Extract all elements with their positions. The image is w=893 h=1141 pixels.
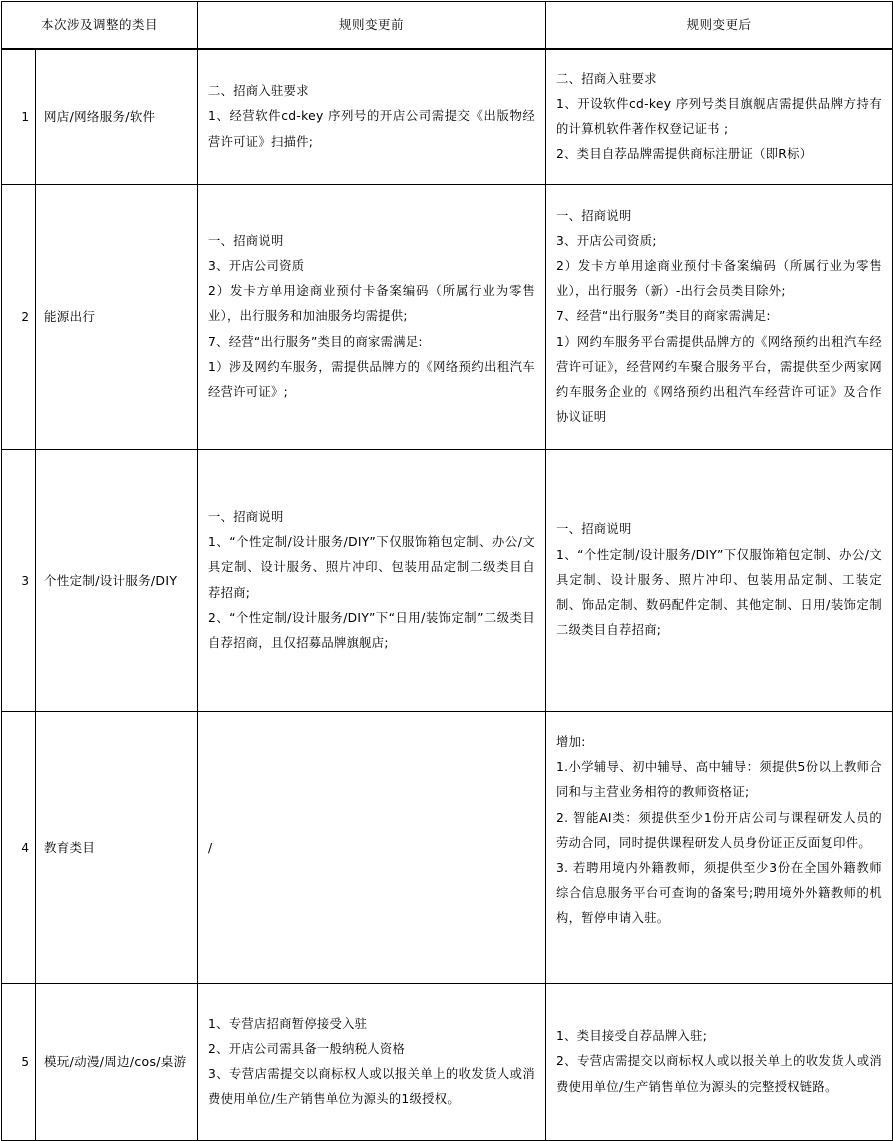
- rule-line: 1）涉及网约车服务，需提供品牌方的《网络预约出租汽车经营许可证》;: [208, 359, 536, 399]
- table-row: [2, 450, 893, 712]
- rule-line: 3、开店公司资质: [208, 258, 305, 273]
- rule-line: 2）发卡方单用途商业预付卡备案编码（所属行业为零售业），出行服务（新）-出行会员类目除外;: [556, 258, 883, 299]
- rule-line: 2、“个性定制/设计服务/DIY”下“日用/装饰定制”二级类目自荐招商，且仅招募品牌旗舰店;: [208, 610, 536, 650]
- rule-line: 1、“个性定制/设计服务/DIY”下仅服饰箱包定制、办公/文具定制、设计服务、照片冲印、包装用品定制二级类目自荐招商;: [208, 535, 536, 600]
- row-category: 网店/网络服务/软件: [36, 49, 198, 185]
- rule-line: 二、招商入驻要求: [556, 71, 657, 86]
- rule-line: 2、开店公司需具备一般纳税人资格: [208, 1041, 406, 1056]
- rule-line: 二、招商入驻要求: [208, 84, 309, 99]
- table-body: [2, 49, 893, 1141]
- table-row: [2, 49, 893, 185]
- rule-line: 1、“个性定制/设计服务/DIY”下仅服饰箱包定制、办公/文具定制、设计服务、照片冲印、包装用品定制、工装定制、饰品定制、数码配件定制、其他定制、日用/装饰定制二级类目自荐招商;: [556, 547, 883, 638]
- rule-line: 1、经营软件cd-key 序列号的开店公司需提交《出版物经营许可证》扫描件;: [208, 109, 536, 149]
- table-row: [2, 984, 893, 1141]
- rule-line: 2）发卡方单用途商业预付卡备案编码（所属行业为零售业），出行服务和加油服务均需提供;: [208, 284, 536, 324]
- row-category: 模玩/动漫/周边/cos/桌游: [36, 984, 198, 1141]
- rule-line: 3、开店公司资质;: [556, 233, 657, 248]
- header-after: 规则变更后: [546, 2, 893, 50]
- rule-line: 一、招商说明: [208, 509, 284, 524]
- rule-line: 3、专营店需提交以商标权人或以报关单上的收发货人或消费使用单位/生产销售单位为源头的1级授权。: [208, 1067, 536, 1107]
- row-rule-before: [198, 984, 546, 1141]
- row-category: 个性定制/设计服务/DIY: [36, 450, 198, 712]
- row-rule-after: [546, 185, 893, 450]
- rule-line: 一、招商说明: [556, 522, 632, 537]
- rule-line: 1）网约车服务平台需提供品牌方的《网络预约出租汽车经营许可证》，经营网约车聚合服务平台，需提供至少两家网约车服务企业的《网络预约出租汽车经营许可证》及合作协议证明: [556, 334, 883, 425]
- rule-line: 增加:: [556, 735, 586, 749]
- row-index: 5: [2, 984, 36, 1141]
- rule-line: 1.小学辅导、初中辅导、高中辅导：须提供5份以上教师合同和与主营业务相符的教师资格证;: [556, 760, 883, 800]
- row-rule-after: [546, 712, 893, 984]
- row-rule-after: [546, 450, 893, 712]
- row-rule-before: [198, 49, 546, 185]
- header-before: 规则变更前: [198, 2, 546, 50]
- rule-line: 1、开设软件cd-key 序列号类目旗舰店需提供品牌方持有的计算机软件著作权登记证书 ;: [556, 96, 883, 136]
- row-rule-before: [198, 450, 546, 712]
- row-rule-before: /: [198, 712, 546, 984]
- row-rule-after: [546, 49, 893, 185]
- rule-line: 1、类目接受自荐品牌入驻;: [556, 1029, 708, 1044]
- rule-line: 3. 若聘用境内外籍教师，须提供至少3份在全国外籍教师综合信息服务平台可查询的备案号;聘用境外外籍教师的机构，暂停申请入驻。: [556, 861, 883, 926]
- row-rule-after: [546, 984, 893, 1141]
- rule-line: 7、经营“出行服务”类目的商家需满足:: [208, 334, 423, 349]
- header-category: 本次涉及调整的类目: [2, 2, 198, 50]
- rule-line: 2、类目自荐品牌需提供商标注册证（即R标）: [556, 147, 813, 162]
- row-category: 能源出行: [36, 185, 198, 450]
- table-row: [2, 185, 893, 450]
- rule-line: 7、经营“出行服务”类目的商家需满足:: [556, 309, 771, 324]
- rule-line: 一、招商说明: [556, 208, 632, 223]
- row-index: 2: [2, 185, 36, 450]
- rules-change-table: [1, 1, 893, 1141]
- rules-change-table-page: [0, 1, 893, 1107]
- table-row: [2, 712, 893, 984]
- rule-line: 2. 智能AI类：须提供至少1份开店公司与课程研发人员的劳动合同，同时提供课程研发人员身份证正反面复印件。: [556, 810, 883, 850]
- rule-line: 1、专营店招商暂停接受入驻: [208, 1016, 368, 1031]
- rule-line: 2、专营店需提交以商标权人或以报关单上的收发货人或消费使用单位/生产销售单位为源头的完整授权链路。: [556, 1054, 883, 1094]
- row-index: 3: [2, 450, 36, 712]
- table-header-row: [2, 2, 893, 50]
- row-index: 1: [2, 49, 36, 185]
- row-index: 4: [2, 712, 36, 984]
- rule-line: 一、招商说明: [208, 233, 284, 248]
- row-category: 教育类目: [36, 712, 198, 984]
- row-rule-before: [198, 185, 546, 450]
